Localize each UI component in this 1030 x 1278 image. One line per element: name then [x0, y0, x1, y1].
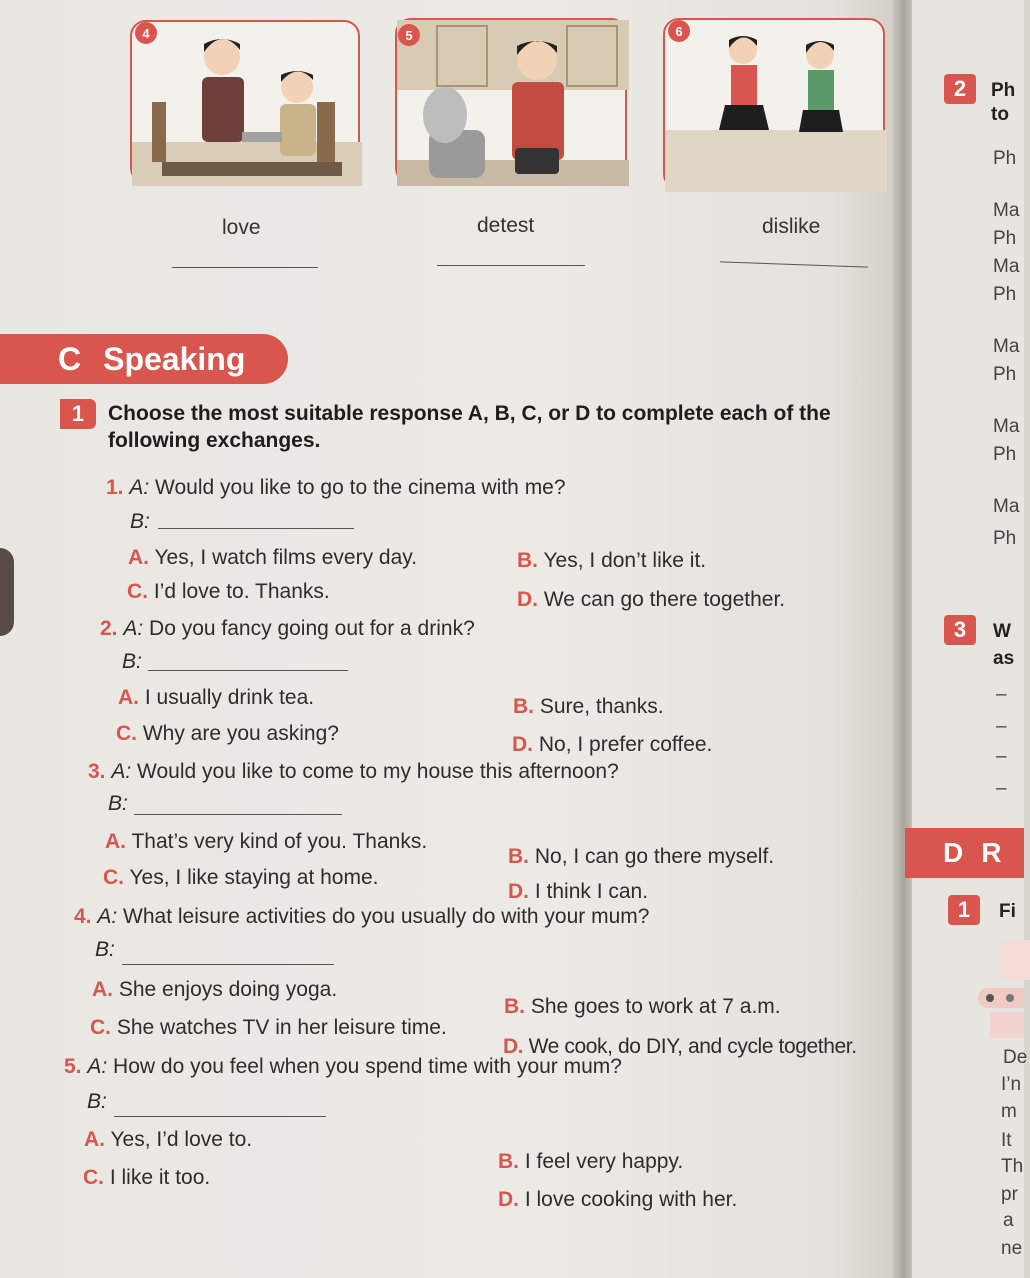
question-5-response [87, 1090, 107, 1114]
question-5-blank [114, 1116, 326, 1117]
question-3-response [108, 792, 128, 816]
section-letter: C [58, 340, 82, 377]
right-exercise-2-title: Ph [991, 80, 1016, 101]
question-text: What leisure activities do you usually do with your mum? [123, 905, 650, 928]
right-word-box [1000, 940, 1030, 980]
question-4-prompt [74, 905, 649, 929]
question-number: 1. [106, 476, 124, 499]
right-text-line: m [1001, 1101, 1017, 1122]
picture-6-number: 6 [668, 20, 690, 42]
question-number: 2. [100, 617, 118, 640]
section-d-letter: D [943, 837, 964, 868]
section-header [0, 334, 288, 384]
option-letter: A. [105, 830, 126, 853]
option-letter: B. [508, 845, 529, 868]
picture-6-illustration [665, 20, 887, 192]
question-1-blank [158, 528, 354, 529]
q2-option-a[interactable] [118, 686, 314, 710]
option-text: I love cooking with her. [524, 1188, 738, 1211]
option-text: Yes, I don’t like it. [543, 549, 707, 572]
q5-option-a[interactable] [84, 1128, 252, 1152]
option-text: We can go there together. [543, 588, 786, 611]
right-text-line: ne [1001, 1238, 1023, 1259]
right-text-line: De [1003, 1047, 1028, 1068]
option-letter: A. [128, 546, 149, 569]
q4-option-a[interactable] [92, 978, 337, 1002]
picture-6 [663, 18, 885, 190]
right-text-line: Th [1001, 1156, 1024, 1177]
right-dots-mark [1006, 994, 1014, 1002]
right-line: Ma [993, 256, 1020, 277]
option-text: I’d love to. Thanks. [153, 580, 330, 603]
q5-option-d[interactable] [498, 1188, 737, 1212]
section-d-title: R [981, 837, 1002, 868]
picture-5 [395, 18, 627, 184]
q3-option-a[interactable] [105, 830, 427, 854]
question-2-prompt [100, 617, 475, 641]
q4-option-b[interactable] [504, 995, 781, 1019]
speaker-b-label: B: [130, 510, 150, 533]
picture-5-number: 5 [398, 24, 420, 46]
speaker-a-label: A: [129, 476, 150, 499]
right-dash: – [996, 746, 1007, 767]
question-number: 3. [88, 760, 106, 783]
right-line: Ph [993, 228, 1017, 249]
option-text: I like it too. [109, 1166, 211, 1189]
option-text: She enjoys doing yoga. [118, 978, 338, 1001]
question-2-blank [148, 670, 348, 671]
option-letter: D. [498, 1188, 519, 1211]
speaker-b-label: B: [108, 792, 128, 815]
right-line: Ph [993, 284, 1017, 305]
right-line: Ph [993, 444, 1017, 465]
question-5-prompt [64, 1055, 622, 1079]
option-text: She goes to work at 7 a.m. [530, 995, 781, 1018]
right-dots-mark [986, 994, 994, 1002]
option-letter: B. [517, 549, 538, 572]
question-2-response [122, 650, 142, 674]
q1-option-b[interactable] [517, 549, 706, 573]
q2-option-c[interactable] [116, 722, 339, 746]
option-letter: A. [92, 978, 113, 1001]
answer-blank-4 [172, 267, 318, 268]
right-exercise-3-badge: 3 [944, 615, 976, 645]
option-text: I usually drink tea. [144, 686, 315, 709]
right-text-line: a [1003, 1210, 1014, 1231]
option-text: That’s very kind of you. Thanks. [131, 830, 428, 853]
option-text: We cook, do DIY, and cycle together. [528, 1035, 857, 1058]
option-letter: B. [504, 995, 525, 1018]
right-dash: – [996, 684, 1007, 705]
q3-option-d[interactable] [508, 880, 648, 904]
right-exercise-2-badge: 2 [944, 74, 976, 104]
right-exercise-2-title-line2: to [991, 104, 1009, 125]
right-line: Ma [993, 416, 1020, 437]
word-love: love [222, 216, 261, 239]
right-d-exercise-1-badge: 1 [948, 895, 980, 925]
q5-option-b[interactable] [498, 1150, 683, 1174]
word-dislike: dislike [762, 215, 821, 238]
right-d-exercise-1-title: Fi [999, 901, 1016, 922]
picture-4-illustration [132, 22, 362, 186]
option-letter: B. [513, 695, 534, 718]
option-text: I feel very happy. [524, 1150, 684, 1173]
question-1-prompt [106, 476, 566, 500]
q2-option-d[interactable] [512, 733, 712, 757]
right-text-line: It [1001, 1130, 1012, 1151]
speaker-b-label: B: [87, 1090, 107, 1113]
picture-5-illustration [397, 20, 629, 186]
speaker-a-label: A: [123, 617, 144, 640]
question-text: Do you fancy going out for a drink? [149, 617, 475, 640]
option-letter: D. [503, 1035, 524, 1058]
right-text-line: I’n [1001, 1074, 1022, 1095]
option-letter: B. [498, 1150, 519, 1173]
option-letter: C. [83, 1166, 104, 1189]
question-3-blank [134, 814, 342, 815]
picture-4-number: 4 [135, 22, 157, 44]
option-text: Sure, thanks. [539, 695, 664, 718]
q3-option-c[interactable] [103, 866, 379, 890]
speaker-a-label: A: [87, 1055, 108, 1078]
q5-option-c[interactable] [83, 1166, 210, 1190]
option-text: I think I can. [534, 880, 649, 903]
right-exercise-3-title: W [993, 621, 1011, 642]
right-dots [978, 988, 1024, 1008]
option-text: Yes, I like staying at home. [129, 866, 379, 889]
option-letter: D. [508, 880, 529, 903]
question-4-response [95, 938, 115, 962]
question-text: How do you feel when you spend time with your mum? [113, 1055, 622, 1078]
right-pink-panel [990, 1012, 1024, 1038]
exercise-number-badge: 1 [60, 399, 96, 429]
right-text-line: pr [1001, 1184, 1018, 1205]
finger-shadow [0, 548, 14, 636]
right-line: Ph [993, 148, 1017, 169]
answer-blank-5 [437, 265, 585, 266]
option-letter: A. [84, 1128, 105, 1151]
option-text: No, I can go there myself. [534, 845, 775, 868]
right-line: Ph [993, 528, 1017, 549]
q4-option-c[interactable] [90, 1016, 447, 1040]
question-3-prompt [88, 760, 619, 784]
right-line: Ma [993, 336, 1020, 357]
q3-option-b[interactable] [508, 845, 774, 869]
option-text: Yes, I’d love to. [110, 1128, 253, 1151]
option-text: She watches TV in her leisure time. [116, 1016, 447, 1039]
speaker-b-label: B: [95, 938, 115, 961]
question-number: 5. [64, 1055, 82, 1078]
right-dash: – [996, 716, 1007, 737]
right-line: Ma [993, 200, 1020, 221]
question-text: Would you like to come to my house this afternoon? [137, 760, 619, 783]
q1-option-a[interactable] [128, 546, 417, 570]
exercise-instruction: Choose the most suitable response A, B, C, or D to complete each of the following exchanges. [108, 402, 831, 452]
question-number: 4. [74, 905, 92, 928]
right-dash: – [996, 778, 1007, 799]
right-line: Ma [993, 496, 1020, 517]
option-letter: C. [116, 722, 137, 745]
section-title: Speaking [103, 340, 246, 377]
option-text: No, I prefer coffee. [538, 733, 713, 756]
option-text: Yes, I watch films every day. [154, 546, 418, 569]
option-letter: C. [90, 1016, 111, 1039]
right-section-d-header [905, 828, 1024, 878]
right-exercise-3-title-line2: as [993, 648, 1015, 669]
question-4-blank [122, 964, 334, 965]
word-detest: detest [477, 214, 535, 237]
q2-option-b[interactable] [513, 695, 664, 719]
speaker-b-label: B: [122, 650, 142, 673]
speaker-a-label: A: [111, 760, 132, 783]
option-letter: A. [118, 686, 139, 709]
option-letter: C. [103, 866, 124, 889]
picture-4 [130, 20, 360, 184]
option-letter: D. [512, 733, 533, 756]
question-text: Would you like to go to the cinema with me? [155, 476, 566, 499]
right-line: Ph [993, 364, 1017, 385]
option-letter: C. [127, 580, 148, 603]
question-1-response [130, 510, 150, 534]
option-letter: D. [517, 588, 538, 611]
speaker-a-label: A: [97, 905, 118, 928]
q1-option-d[interactable] [517, 588, 785, 612]
q1-option-c[interactable] [127, 580, 330, 604]
option-text: Why are you asking? [142, 722, 339, 745]
